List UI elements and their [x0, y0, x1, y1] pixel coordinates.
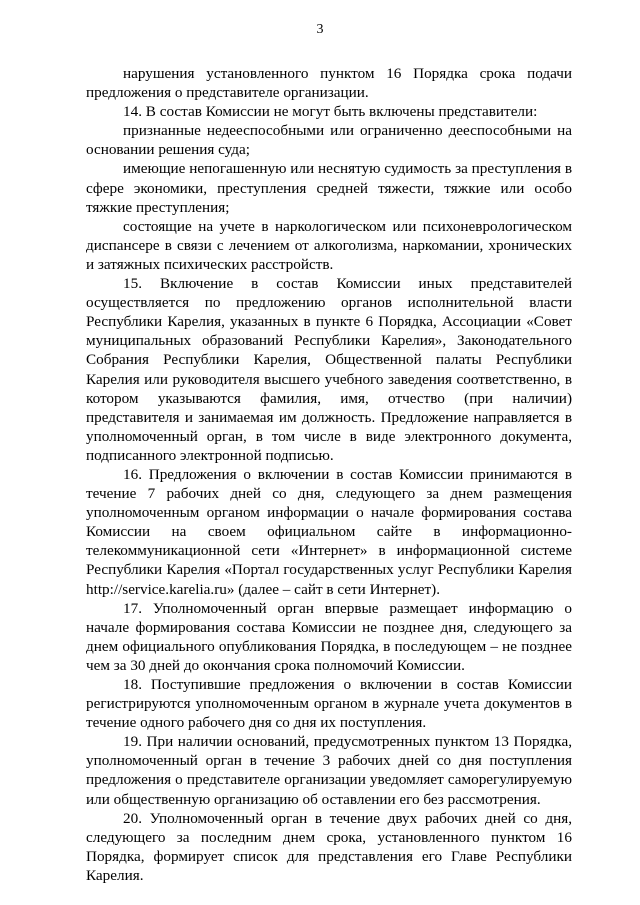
paragraph-20: 20. Уполномоченный орган в течение двух рабочих дней со дня, следующего за последним днем срока, установленного пунктом 16 Порядка, формирует список для представления его Главе Республики Карелия. [86, 809, 572, 884]
paragraph-19: 19. При наличии оснований, предусмотренных пунктом 13 Порядка, уполномоченный орган в течение 3 рабочих дней со дня поступления предложения о представителе организации уведомляет саморегулируемую или общественную организацию об оставлении его без рассмотрения. [86, 733, 572, 808]
paragraph-14-item-2: имеющие непогашенную или неснятую судимость за преступления в сфере экономики, преступления средней тяжести, тяжкие или особо тяжкие преступления; [86, 160, 572, 216]
paragraph-18: 18. Поступившие предложения о включении в состав Комиссии регистрируются уполномоченным органом в журнале учета документов в течение одного рабочего дня со дня их поступления. [86, 676, 572, 732]
page-number: 3 [316, 22, 324, 37]
paragraph-17: 17. Уполномоченный орган впервые размещает информацию о начале формирования состава Комиссии не позднее дня, следующего за днем официального опубликования Порядка, в последующем – не позднее чем за 30 дней до окончания срока полномочий Комиссии. [86, 599, 572, 674]
paragraph-15: 15. Включение в состав Комиссии иных представителей осуществляется по предложению органов исполнительной власти Республики Карелия, указанных в пункте 6 Порядка, Ассоциации «Совет муниципальных образований Республики Карелия», Законодательного Собрания Республики Карелия, Общественной палаты Республики Карелия или руководителя высшего учебного заведения соответственно, в котором указываются фамилия, имя, отчество (при наличии) представителя и занимаемая им должность. Предложение направляется в уполномоченный орган, в том числе в виде электронного документа, подписанного электронной подписью. [86, 275, 572, 464]
paragraph-continuation: нарушения установленного пунктом 16 Порядка срока подачи предложения о представителе организации. [86, 65, 572, 102]
paragraph-14: 14. В состав Комиссии не могут быть включены представители: [123, 103, 538, 121]
paragraph-16: 16. Предложения о включении в состав Комиссии принимаются в течение 7 рабочих дней со дня, следующего за днем размещения уполномоченным органом информации о начале формирования состава Комиссии на своем официальном сайте в информационно-телекоммуникационной сети «Интернет» в информационной системе Республики Карелия «Портал государственных услуг Республики Карелия http://service.karelia.ru» (далее – сайт в сети Интернет). [86, 465, 572, 598]
paragraph-14-item-1: признанные недееспособными или ограниченно дееспособными на основании решения суда; [86, 122, 572, 159]
document-body [86, 64, 572, 885]
paragraph-14-item-3: состоящие на учете в наркологическом или психоневрологическом диспансере в связи с лечением от алкоголизма, наркомании, хронических и затяжных психических расстройств. [86, 217, 572, 273]
